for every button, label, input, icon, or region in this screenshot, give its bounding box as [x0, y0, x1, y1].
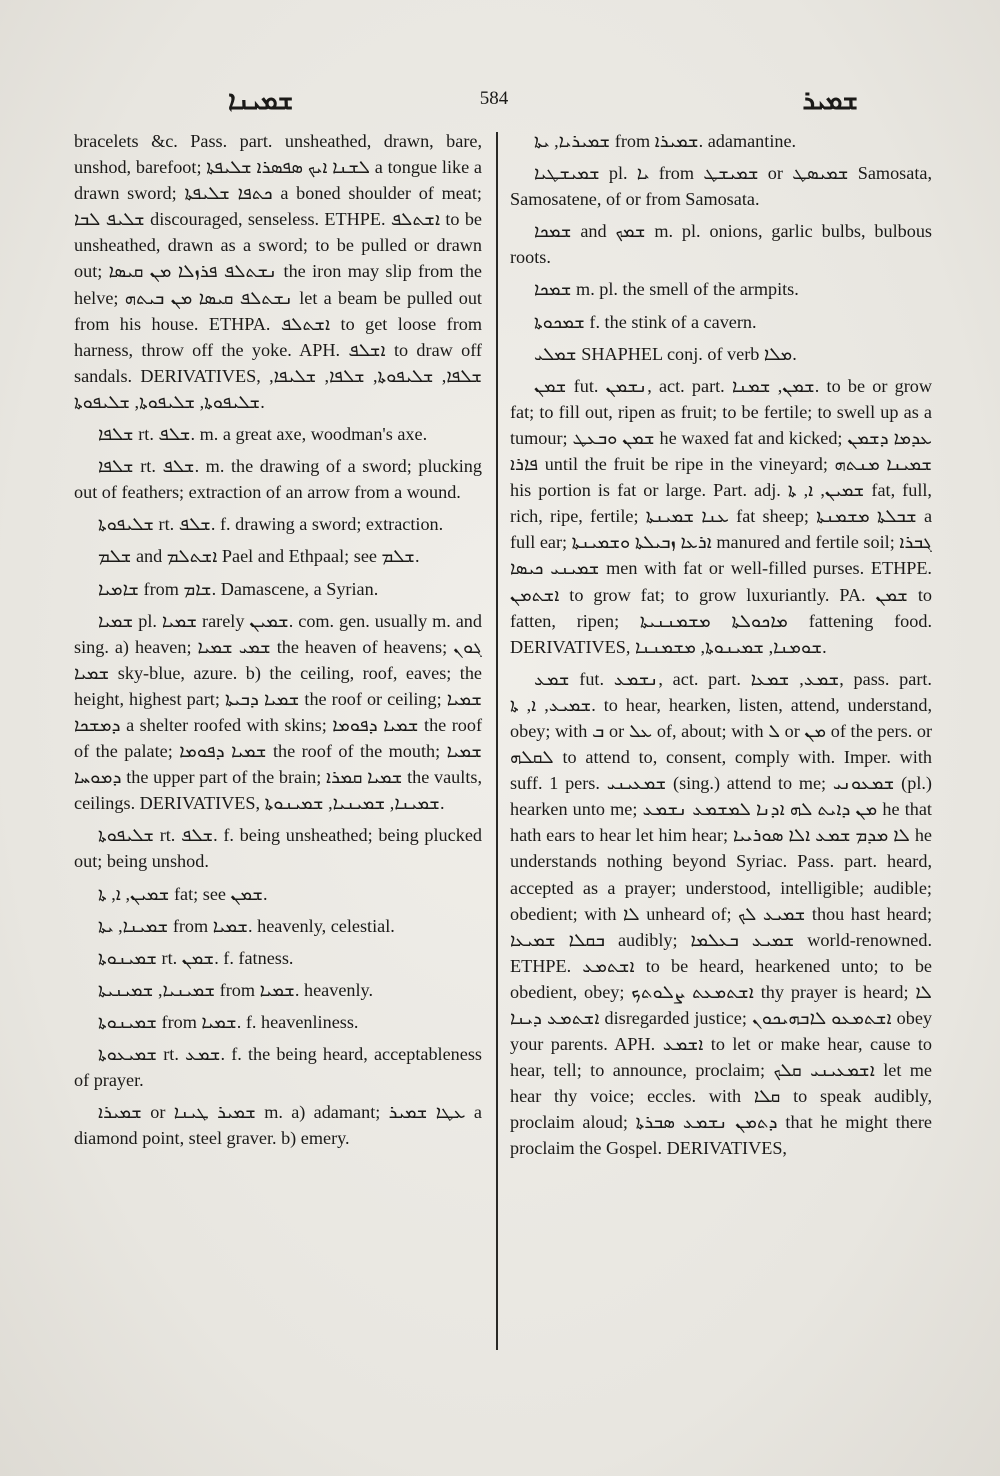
entry: ܫܐܡܝܐ from ܫܐܡ. Damascene, a Syrian.: [98, 578, 379, 599]
left-column: [74, 128, 482, 1157]
entry: ܫܠܦܐ rt. ܫܠܦ. m. a great axe, woodman's axe.: [98, 424, 428, 445]
entry: ܫܡܝܢܐ, ܝܬܐ from ܫܡܝܐ. heavenly, celestial.: [98, 915, 395, 936]
left-running-head: ܫܡܝܢܐ: [228, 86, 294, 115]
column-divider: [496, 132, 498, 1350]
entry: ܫܠܝܦܘܬܐ rt. ܫܠܦ. f. being unsheathed; being plucked out; being unshod.: [74, 825, 482, 872]
page-number: 584: [479, 88, 509, 109]
entry: ܫܡܟܘܬܐ f. the stink of a cavern.: [534, 311, 757, 332]
right-running-head: ܫܡܝܪ: [802, 86, 858, 115]
entry: ܫܠܡ and ܐܫܬܠܡ Pael and Ethpaal; see ܫܠܡ.: [98, 546, 420, 567]
entry: ܫܡܝܥܘܬܐ rt. ܫܡܥ. f. the being heard, acceptableness of prayer.: [74, 1044, 482, 1091]
entry: ܫܡܥ fut. ܢܫܡܥ, act. part. ܫܡܥ, ܫܡܥܐ, pass. part. ܫܡܝܥ, ܐ, ܬܐ. to hear, hearken, listen, attend, understand, obey; with ܒ or ܥܠ of, about; with ܠ or ܡܢ of the pers. or ܠܩܠܗ to attend to, consent, comply with. Imper. with suff. 1 pers. ܫܡܥܝܢܝ (sing.) attend to me; ܫܡܥܘܢܝ (pl.) hearken unto me; ܡܢ ܕܐܝܬ ܠܗ ܐܕܢܐ ܠܡܫܡܥ ܢܫܡܥ he that hath ears to hear let him hear; ܠܐ ܡܕܡ ܫܡܥ ܐܠܐ ܣܘܪܝܝܐ he understands nothing beyond Syriac. Pass. part. heard, accepted as a prayer; understood, intelligible; audible; obedient; with ܠܐ unheard of; ܫܡܝܥ ܠܟ thou hast heard; ܒܩܠܐ ܫܡܝܥܐ audibly; ܫܡܝܥ ܒܥܠܡܐ world-renowned. ETHPE. ܐܫܬܡܥ to be heard, hearkened unto; to be obedient, obey; ܐܫܬܡܥܬ ܨܠܘܬܟ thy prayer is heard; ܠܐ ܐܫܬܡܥ ܕܝܢܐ disregarded justice; ܐܫܬܡܥܘ ܠܐܒܗܝܟܘܢ obey your parents. APH. ܐܫܡܥ to let or make hear, cause to hear, tell; to announce, proclaim; ܐܫܡܥܝܢܝ ܩܠܟ let me hear thy voice; eccles. with ܩܠܐ to speak audibly, proclaim aloud; ܕܬܡܢ ܢܫܡܥ ܣܒܪܬܐ that he might there proclaim the Gospel. DERIVATIVES,: [510, 668, 933, 1159]
entry: ܫܡܝܐ pl. ܫܡܝܐ rarely ܫܡܝܢ. com. gen. usually m. and sing. a) heaven; ܫܡܝ ܫܡܝܐ the heaven of heavens; ܓܘܢ ܫܡܝܐ sky-blue, azure. b) the ceiling, roof, eaves; the height, highest part; ܫܡܝܐ ܕܒܝܬܐ the roof or ceiling; ܫܡܝܐ ܕܡܫܟܐ a shelter roofed with skins; ܫܡܝܐ ܕܦܘܡܐ the roof of the palate; ܫܡܝܐ ܕܦܘܡܐ the roof of the mouth; ܫܡܝܐ ܕܡܘܚܐ the upper part of the brain; ܫܡܝܐ ܩܡܪܐ the vaults, ceilings. DERIVATIVES, ܫܡܝܢܐ, ܫܡܝܢܝܐ, ܫܡܝܢܘܬܐ.: [74, 610, 483, 814]
entry: ܫܠܝܦܘܬܐ rt. ܫܠܦ. f. drawing a sword; extraction.: [98, 514, 444, 535]
entry: ܫܡܝܢܘܬܐ rt. ܫܡܢ. f. fatness.: [98, 947, 294, 968]
page-header: [70, 86, 930, 116]
entry: bracelets &c. Pass. part. unsheathed, drawn, bare, unshod, barefoot; ܠܫܢܐ ܐܝܟ ܣܦܣܪܐ ܫܠܝܦܬܐ a tongue like a drawn sword; ܟܬܦܐ ܫܠܝܦܬܐ a boned shoulder of meat; ܫܠܝܦ ܠܒܐ discouraged, senseless. ETHPE. ܐܫܬܠܦ to be unsheathed, drawn as a sword; to be pulled or drawn out; ܢܫܬܠܦ ܦܪܙܠܐ ܡܢ ܩܝܣܐ the iron may slip from the helve; ܢܫܬܠܦ ܩܝܣܐ ܡܢ ܒܝܬܗ let a beam be pulled out from his house. ETHPA. ܐܫܬܠܦ to get loose from harness, throw off the yoke. APH. ܐܫܠܦ to draw off sandals. DERIVATIVES, ܫܠܦܐ, ܫܠܝܦܘܬܐ, ܫܠܦܐ, ܫܠܝܦܐ, ܫܠܝܦܘܬܐ, ܫܠܝܦܘܬܐ, ܫܠܝܦܘܬܐ.: [74, 131, 483, 412]
entry: ܫܡܝܢ, ܐ, ܬܐ fat; see ܫܡܢ.: [98, 883, 268, 904]
entry: ܫܡܢ fut. ܢܫܡܢ, act. part. ܫܡܢ, ܫܡܢܐ. to be or grow fat; to fill out, ripen as fruit; to be fertile; to swell up as a tumour; ܫܡܢ ܘܒܥܛ he waxed fat and kicked; ܥܕܡܐ ܕܫܡܢ ܦܐܪܐ until the fruit be ripe in the vineyard; ܫܡܝܢܐ ܡܢܬܗ his portion is fat or large. Part. adj. ܫܡܝܢ, ܐ, ܬܐ fat, full, rich, ripe, fertile; ܥܢܐ ܫܡܝܢܬܐ fat sheep; ܫܒܠܬܐ ܡܫܡܢܬܐ a full ear; ܐܪܥܐ ܙܒܝܠܬܐ ܘܫܡܝܢܬܐ manured and fertile soil; ܓܒܪܐ ܫܡܝܢܝ ܟܝܣܐ men with fat or well-filled purses. ETHPE. ܐܫܬܡܢ to grow fat; to grow luxuriantly. PA. ܫܡܢ to fatten, ripen; ܡܐܟܘܠܬܐ ܡܫܡܢܢܝܬܐ fattening food. DERIVATIVES, ܫܘܡܢܐ, ܫܡܝܢܘܬܐ, ܡܫܡܢܢܐ.: [510, 375, 933, 657]
entry: ܫܡܝܢܘܬܐ from ܫܡܝܐ. f. heavenliness.: [98, 1011, 359, 1032]
entry: ܫܠܦܐ rt. ܫܠܦ. m. the drawing of a sword; plucking out of feathers; extraction of an arrow from a wound.: [74, 456, 482, 503]
entry: ܫܡܝܪܐ or ܫܡܝܪ ܛܝܢܐ m. a) adamant; ܥܛܐ ܫܡܝܪ a diamond point, steel graver. b) emery.: [74, 1102, 482, 1149]
entry: ܫܡܠܝ SHAPHEL conj. of verb ܡܠܐ.: [534, 343, 797, 364]
right-column: [510, 128, 932, 1168]
entry: ܫܡܟܐ and ܫܡܟ m. pl. onions, garlic bulbs, bulbous roots.: [510, 221, 933, 268]
entry: ܫܡܟܐ m. pl. the smell of the armpits.: [534, 279, 799, 300]
entry: ܫܡܝܪܝܐ, ܝܬܐ from ܫܡܝܪܐ. adamantine.: [534, 131, 797, 151]
entry: ܫܡܝܢܝܐ, ܫܡܝܢܝܬܐ from ܫܡܝܐ. heavenly.: [98, 979, 374, 1000]
entry: ܫܡܝܫܛܝܐ pl. ܝܐ from ܫܡܝܫܛ or ܫܡܝܣܛ Samosata, Samosatene, of or from Samosata.: [510, 163, 932, 210]
